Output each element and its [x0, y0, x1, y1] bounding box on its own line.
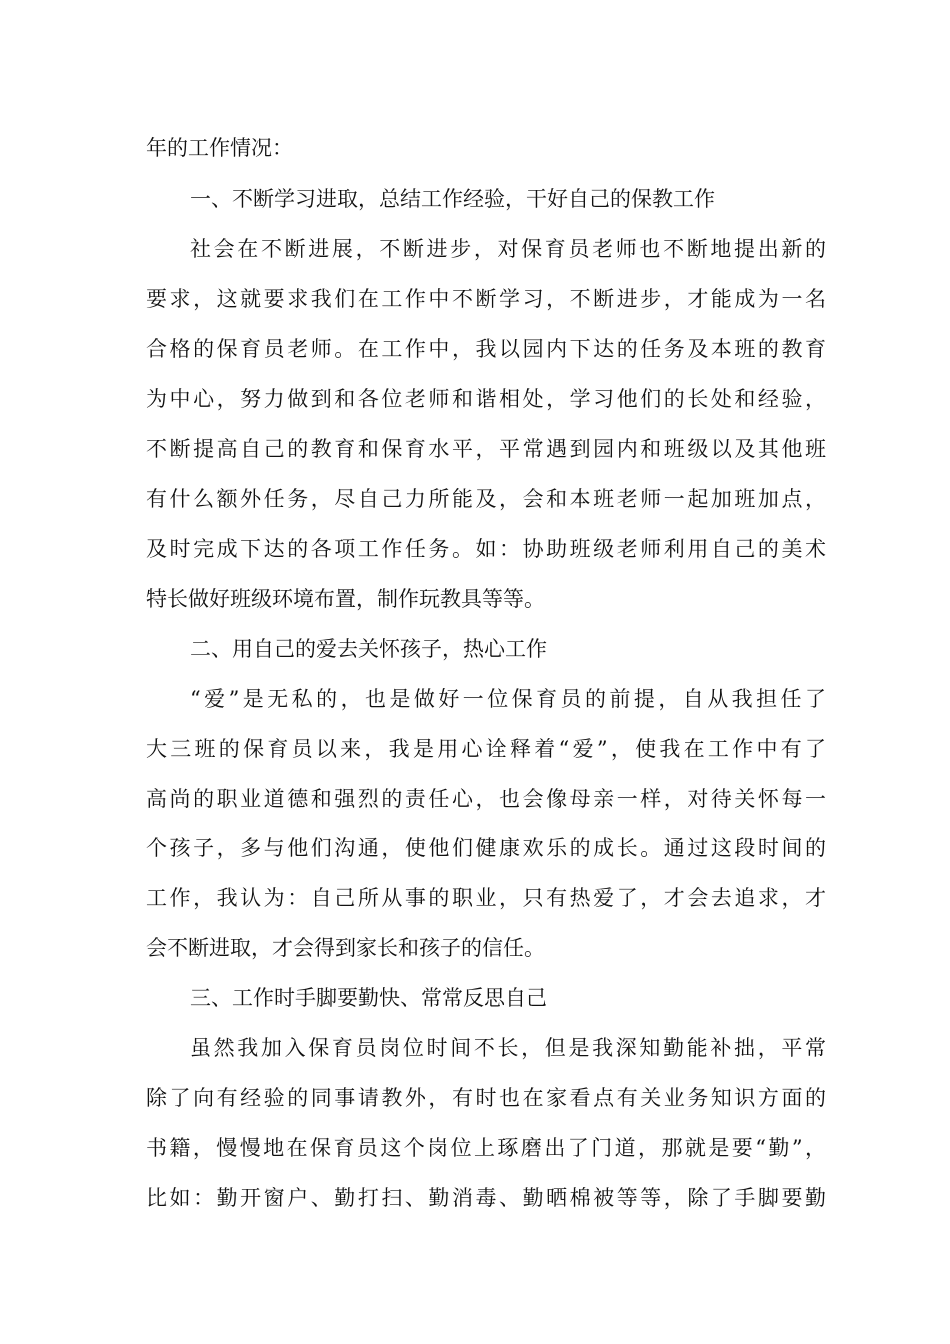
text-line: 工作，我认为：自己所从事的职业，只有热爱了，才会去追求，才 — [146, 886, 826, 910]
text-line: “爱”是无私的，也是做好一位保育员的前提，自从我担任了 — [190, 687, 826, 711]
text-line: 特长做好班级环境布置，制作玩教具等等。 — [146, 587, 545, 611]
text-line: 要求，这就要求我们在工作中不断学习，不断进步，才能成为一名 — [146, 287, 826, 311]
text-line: 不断提高自己的教育和保育水平，平常遇到园内和班级以及其他班 — [146, 437, 826, 461]
text-line: 社会在不断进展，不断进步，对保育员老师也不断地提出新的 — [190, 237, 826, 261]
text-line: 合格的保育员老师。在工作中，我以园内下达的任务及本班的教育 — [146, 337, 826, 361]
section-heading: 二、用自己的爱去关怀孩子，热心工作 — [190, 637, 547, 661]
text-line: 会不断进取，才会得到家长和孩子的信任。 — [146, 936, 545, 960]
text-line: 除了向有经验的同事请教外，有时也在家看点有关业务知识方面的 — [146, 1086, 826, 1110]
text-line: 大三班的保育员以来，我是用心诠释着“爱”，使我在工作中有了 — [146, 737, 826, 761]
text-line: 比如：勤开窗户、勤打扫、勤消毒、勤晒棉被等等，除了手脚要勤 — [146, 1186, 826, 1210]
text-line: 年的工作情况： — [146, 136, 293, 160]
text-line: 高尚的职业道德和强烈的责任心，也会像母亲一样，对待关怀每一 — [146, 787, 826, 811]
text-line: 为中心，努力做到和各位老师和谐相处，学习他们的长处和经验， — [146, 387, 826, 411]
text-line: 及时完成下达的各项工作任务。如：协助班级老师利用自己的美术 — [146, 537, 826, 561]
text-line: 虽然我加入保育员岗位时间不长，但是我深知勤能补拙，平常 — [190, 1036, 826, 1060]
section-heading: 三、工作时手脚要勤快、常常反思自己 — [190, 986, 547, 1010]
text-line: 个孩子，多与他们沟通，使他们健康欢乐的成长。通过这段时间的 — [146, 836, 826, 860]
section-heading: 一、不断学习进取，总结工作经验，干好自己的保教工作 — [190, 187, 715, 211]
text-line: 有什么额外任务，尽自己力所能及，会和本班老师一起加班加点， — [146, 487, 826, 511]
text-line: 书籍，慢慢地在保育员这个岗位上琢磨出了门道，那就是要“勤”， — [146, 1136, 826, 1160]
